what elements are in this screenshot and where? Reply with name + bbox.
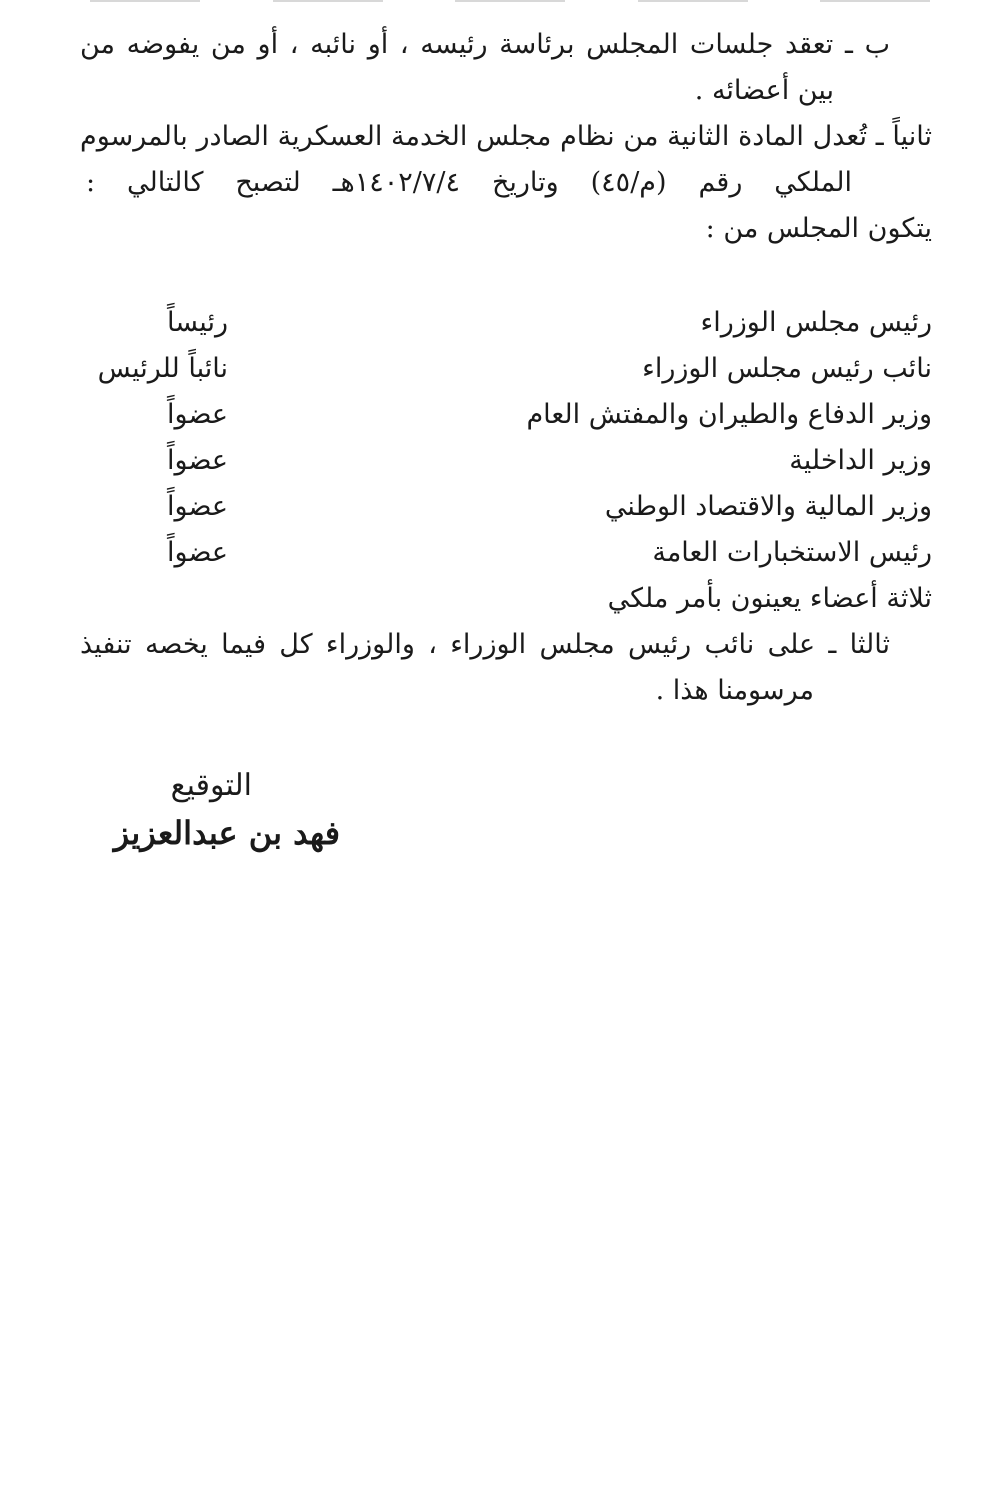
member-name: وزير الداخلية xyxy=(789,445,932,476)
clause-2-line-1: ثانياً ـ تُعدل المادة الثانية من نظام مجلس الخدمة العسكرية الصادر بالمرسوم xyxy=(80,121,932,152)
member-name: وزير الدفاع والطيران والمفتش العام xyxy=(526,399,932,430)
signature-label: التوقيع xyxy=(170,768,252,803)
member-role: نائباً للرئيس xyxy=(97,353,228,384)
member-role: عضواً xyxy=(167,537,228,568)
member-name: رئيس مجلس الوزراء xyxy=(700,307,932,338)
members-list xyxy=(80,300,932,576)
appointed-members-line: ثلاثة أعضاء يعينون بأمر ملكي xyxy=(607,583,932,614)
member-name: وزير المالية والاقتصاد الوطني xyxy=(604,491,932,522)
member-name: رئيس الاستخبارات العامة xyxy=(652,537,932,568)
member-role: عضواً xyxy=(167,445,228,476)
clause-3-line-1: ثالثا ـ على نائب رئيس مجلس الوزراء ، والوزراء كل فيما يخصه تنفيذ xyxy=(80,629,890,660)
member-row xyxy=(80,530,932,576)
signature-block xyxy=(80,764,340,858)
member-row xyxy=(80,438,932,484)
spacer xyxy=(80,252,932,300)
member-row xyxy=(80,484,932,530)
signer-name: فهد بن عبدالعزيز xyxy=(113,814,340,852)
clause-2-line-3: يتكون المجلس من : xyxy=(705,213,932,244)
clause-b-line-2: بين أعضائه . xyxy=(694,75,834,106)
top-edge-rule xyxy=(90,0,930,3)
clause-b-line-1: ب ـ تعقد جلسات المجلس برئاسة رئيسه ، أو نائبه ، أو من يفوضه من xyxy=(80,29,890,60)
member-row xyxy=(80,300,932,346)
member-name: نائب رئيس مجلس الوزراء xyxy=(642,353,932,384)
member-row xyxy=(80,346,932,392)
member-role: عضواً xyxy=(167,491,228,522)
member-row xyxy=(80,392,932,438)
decree-body xyxy=(80,22,932,714)
clause-3-line-2: مرسومنا هذا . xyxy=(655,675,814,706)
member-role: رئيساً xyxy=(166,307,228,338)
member-role: عضواً xyxy=(167,399,228,430)
clause-2-line-2: الملكي رقم (م/٤٥) وتاريخ ١٤٠٢/٧/٤هـ لتصبح كالتالي : xyxy=(86,167,852,198)
